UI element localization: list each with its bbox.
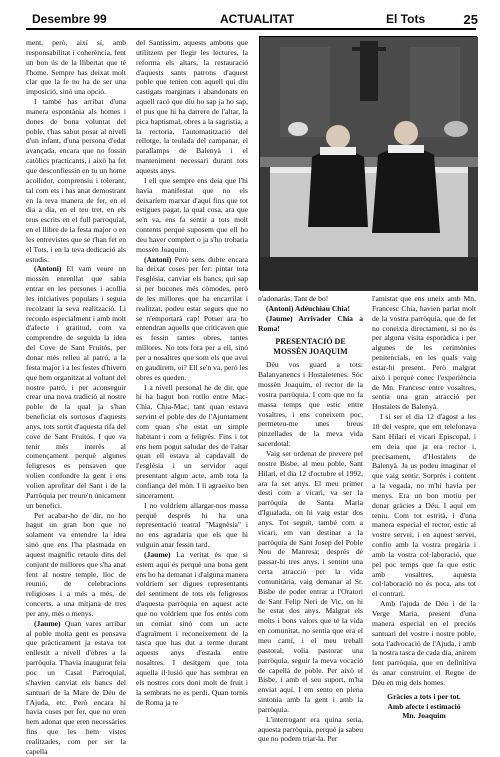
- paragraph-text: La veritat és que si estem aquí és perquè una bona gent ens ho ha demanat i d'alguna manera voldríem ser digues representants del sentiment de tots els feligresos d'aquesta parròquia en aquest acte que no voldríem que fos entès com un comiat sinó com un acte d'agraïment i reconeixement de la tasca que has dut a terme durant aquests anys d'estada entre nosaltres. I desitgem que tota aquella il·lusió que has sembrat en els nostres cors doni molt de fruit i la sembrats no es perdi. Quan tornis de Roma ja te: [136, 549, 248, 707]
- paragraph-text: Quan vares arribar al poble molta gent es pensava que pràcticament ja estava tot enllestit a nivell d'obres a la parròquia. T'havia inaugurat feia poc un Casal Parroquial, s'havien canviat els bancs del santuari de la Mare de Déu de l'Ajuda, etc. Però encara hi havia coses per fer, que no eren hem adonat que eren necessàries fins que les hem vistes realitzades, com per ser la capella: [26, 618, 126, 756]
- issue-date: Desembre 99: [32, 12, 107, 26]
- speaker-label: (Jaume): [144, 549, 171, 559]
- magazine-name: El Tots: [386, 12, 426, 26]
- paragraph: Vaig ser ordenat de prevere pel nostre Bisbe, al meu poble, Sant Hilari, el dia 12 d'octubre el 1992, ara fa set anys. El meu primer destí com a vicari, va ser la parròquia de Santa Maria d'Igualada, on hi vaig estar dos anys. Tot seguit, també com a vicari, em van destinar a la parròquia de Sant Josep del Poble Nou de Manresa; després de passar-hi tres anys, i sentint una certa atracció per la vida comunitària, vaig demanar al Sr. Bisbe de poder entrar a l'Oratori de Sant Felip Neri de Vic, on hi he estat dos anys. Malgrat els molts i bons valors que té la vida en comunitat, no sentia que era el meu camí, i el meu treball pastoral, volia pastorar una parròquia, seguir la meva vocació de capellà de poble. Per això el Bisbe, i amb el seu suport, m'ha enviat aquí. I em sento en plena sintonia amb la gent i amb la parròquia.: [258, 448, 363, 714]
- speaker-label: (Jaume): [34, 618, 61, 628]
- page-header: [26, 10, 478, 30]
- paragraph: I també has arribat d'una manera espontània als homes i dones de bona voluntat del poble, t'has sabut posar al nivell d'un infant, d'una persona d'edat avançada, encara que no fossin catòlics practicants, i això ha fet que desconfiessin en tu un home acollidor, comprensiu i tolerant, tal com ets i has anat demostrant en la teva manera de fer, en el dia a dia, en el teu tret, en els teus escrits en el full parroquial, en el llibre de la festa major o en les entrevistes que se t'han fet en el Tots, i en la teva dedicació als estudis.: [26, 97, 126, 264]
- closing-line: (Antoni) Adéuchiau Chia!: [266, 303, 350, 313]
- speaker-label: (Antoni): [34, 264, 62, 274]
- speaker-label: (Antoni): [144, 254, 172, 264]
- paragraph-text: Però sens dubte encara ha deixat coses per fer: pintar tota l'església, canviar els bancs, qui sap si per bucones més còmodes, però de les millores que ha encarrilat i realitzat, podeu estar segurs que no se n'emportarà cap! Potser ara ho entendran aquells que criticaven que es fessin tantes obres, tantes millores. No tots fora per a ell, sinó per a nosaltres que som els que avui en gaudirem, oi? Ell se'n va, però les obres es queden.: [136, 254, 248, 382]
- paragraph: I a nivell personal he de dir, que hi ha hagut bon rotllo entre Mac-Chia, Chia-Mac, tant quan estava servint el poble des de l'Ajuntament com quan s'he estat un simple habitant i com a feligrès. Fins i tot ens hem pogut saludar des de l'altar quan ell estava al capdavall de l'església i un servidor aquí presentant algun acte, amb tota la confiança del món. I li agraeixo ben sincerament.: [136, 382, 248, 500]
- signature-name: Mn. Joaquim: [402, 711, 446, 721]
- paragraph: L'interrogant era quina seria, aquesta parròquia, perquè ja sabeu que no podem triar-la. Per: [258, 714, 363, 744]
- closing-line: (Jaume) Arrivader Chia a Roma!: [258, 313, 363, 333]
- paragraph: I si ser el dia 12 d'agost a les 10 del vespre, que em telefonava Sant Hilari el vicari Episcopal, i em deia que ja era rector i, precisament, d'Hostalets de Balenyà. Ja us podeu imaginar el que vaig sentir. Sorprès i content a la vegada, no m'hi havia per menys. Era un bon motiu per donar gràcies a Déu. I aquí em teniu. Com tot estrità, i d'una manera especial el rector, estic al vostre servei, i en aquest servei, confio amb la vostra pregària i amb la vostra col·laboració, que pel poc temps que fa que estic amb vosaltres, aquesta col·laboració no és poca, ans tot el contrari.: [372, 412, 476, 599]
- paragraph: Amb l'ajuda de Déu i de la Verge Maria, present d'una manera especial en el preciós santuari del vostre i nostre poble, sota l'advocació de l'Ajuda, i amb la nostra tasca de cada dia, anirem fent parròquia, que en definitiva és anar construint el Regne de Déu en mig dels homes.: [372, 599, 476, 687]
- photo-two-priests-at-altar-icon: [260, 37, 478, 291]
- text-column-2: [136, 38, 248, 707]
- paragraph: l'amistat que ens uneix amb Mn. Francesc Chia, havien parlat molt de la vostra parròquia, que de fet no coneixia directament, si no és per alguna visita esporàdica i per algunes de les cerimònies penitencials, en les quals vaig estar-hi present. Però malgrat això i perquè conec l'experiència de Mn. Francesc entre vosaltres, sentia una gran atracció per Hostalets de Balenyà.: [372, 294, 476, 412]
- paragraph: ment, però, així sí, amb responsabilitat i coherència, fent un bon ús de la llibertat que té l'home. Sempre has deixat molt clar que la fe no ha de ser una imposició, sinó una opció.: [26, 38, 126, 97]
- paragraph: n'adonaràs. Tant de bo!: [258, 294, 329, 303]
- paragraph: [26, 619, 126, 757]
- church-photo: [259, 36, 477, 290]
- paragraph: [136, 255, 248, 383]
- text-column-1: [26, 38, 126, 757]
- paragraph: I ell que sempre ens deia que l'hi havia manifestat que no els deixaríem marxar d'aquí fins que tot estigues pagat, la qual cosa, ara que se'n va, ens fa sentir a tots molt contents perquè suposem que ell ho deu haver complert o ja s'ho trobaria mossèn Joaquim.: [136, 175, 248, 254]
- header-rule: [26, 28, 476, 30]
- paragraph: Déu vos guard a tots: Balanyanencs i Hostaletenes. Sóc mossèn Joaquim, el rector de la vostra parròquia. I com que no fa massa temps que estic entre vosaltres, i ens coneixem poc, permeteu-me unes breus pinzellades de la meva vida sacerdotal.: [258, 360, 363, 449]
- section-subheading: PRESENTACIÓ DE MOSSÈN JOAQUIM: [273, 337, 348, 357]
- text-column-4: [372, 294, 476, 721]
- paragraph: Per acabar-ho de dir, no ho hagut un gran bon que no solament va entendre la idea sinó que ens l'ha plasmada en aquest magnífic retaule dins del conjunt de millores que s'ha anat fent al nostre temple, lloc de reunió, de celebracions religioses i a més a més, de concerts, a una mitjana de tres per any, més o menys.: [26, 510, 126, 618]
- section-title: ACTUALITAT: [220, 12, 295, 26]
- signature-line: Gràcies a tots i per tot.: [387, 691, 461, 701]
- signature-block: [372, 692, 476, 722]
- paragraph: del Santíssim, aquests ambons que utilitzem per llegir les lectures, la reforma els altars, la restauració d'aquests sants patrons d'aquest poble que tenien con aquell qui diu castigats marginats i abandonats en aquell racó que diu ho sap ja ho sap, el pus que hi ha darrere de l'altar, la pica baptismal, obres a la sagristia, a la rectoria, l'automatització del rellotge, la teulada del campanar, el parallamps de Balenyà i el manteniment necessari durant tots aquests anys.: [136, 38, 248, 175]
- paragraph: [26, 264, 126, 510]
- page-number: 25: [463, 12, 478, 27]
- text-column-3: [258, 294, 363, 744]
- paragraph: [136, 550, 248, 708]
- signature-line: Amb afecte i estimació: [387, 701, 461, 711]
- paragraph: I no voldríem allargar-nos massa perquè després hi ha una representació teatral "Magnèsia" i no ens agradaria que els que hi vulguin anar fessin tard.: [136, 500, 248, 550]
- paragraph-text: El vam veure un mossèn enrenllat que sabia entrar en les persones i acollia les iniciatives populars i seguia recolzant la seva realització. Li recordo especialment i amb molt d'afecte i gratitud, com va comprendre de seguida la idea del Cove de Sant Fruitós, per donar més relleu al patró, a la festa major i a les festes d'hivern que hem organitzat al voltant del nostre patró, i per aconseguir crear una nova tradició al nostre poble de la qual ja s'han beneficiat els sortosos d'aquests anys, tots sortit d'aquesta rifa del cove de Sant Fruitós. I que va tenir més interès al començament perquè algunes feligresos es pensaven que volien confondre la gent i ens volien aprofitar del Sant i de la Parròquia per treure'n únicament un benefici.: [26, 264, 126, 510]
